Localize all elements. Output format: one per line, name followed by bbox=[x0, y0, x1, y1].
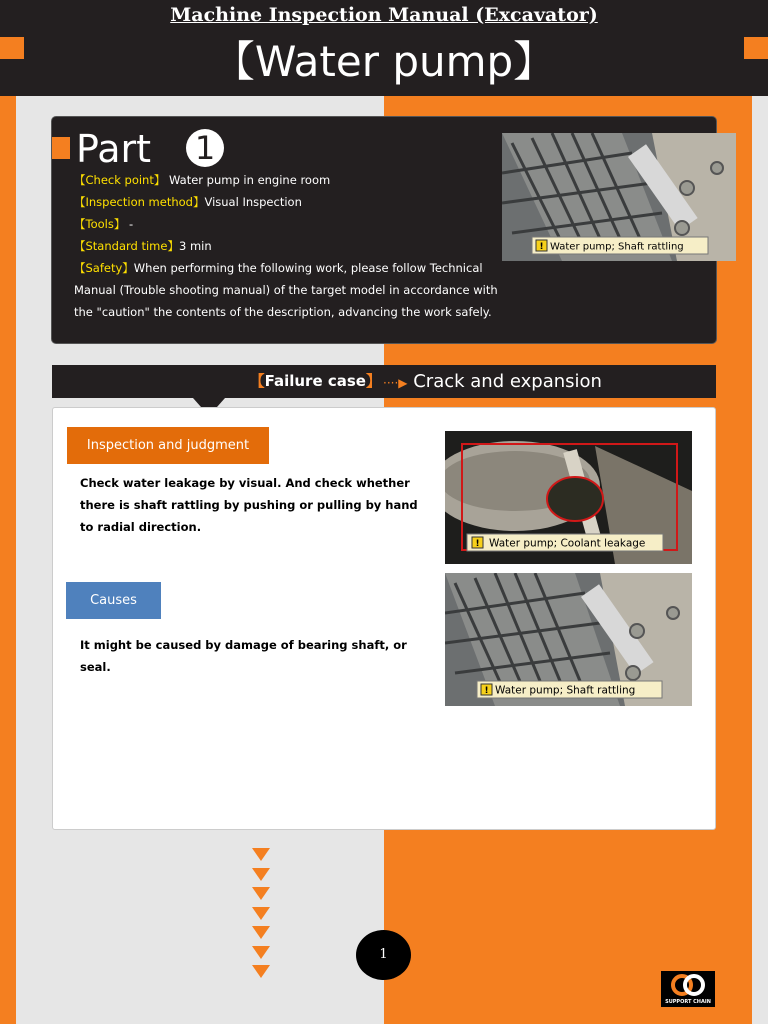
down-arrow-icon bbox=[252, 946, 270, 959]
safety-value: When performing the following work, please follow Technical Manual (Trouble shooting manual) of the target model in accordance with the "caution" the contents of the description, advancing the work safely. bbox=[74, 261, 498, 319]
part-heading: Part bbox=[76, 127, 152, 171]
down-arrow-icon bbox=[252, 965, 270, 978]
failure-case-bar bbox=[52, 365, 716, 398]
time-label: 【Standard time】 bbox=[74, 239, 179, 253]
tools-label: 【Tools】 bbox=[74, 217, 126, 231]
failure-case-title: ····▶ Crack and expansion bbox=[383, 371, 602, 392]
down-arrow-icon bbox=[252, 926, 270, 939]
part-details bbox=[74, 169, 514, 323]
svg-text:!: ! bbox=[484, 686, 489, 696]
failure-case-arrow: ····▶ bbox=[383, 376, 408, 390]
method-line bbox=[74, 191, 514, 213]
part-marker bbox=[52, 137, 70, 159]
part-info-box bbox=[52, 117, 716, 343]
down-arrows bbox=[252, 848, 276, 985]
time-value: 3 min bbox=[178, 239, 212, 253]
failure-case-label: 【Failure case】 bbox=[249, 372, 381, 390]
support-chain-logo bbox=[661, 971, 715, 1007]
down-arrow-icon bbox=[252, 848, 270, 861]
left-edge-stripe bbox=[0, 96, 16, 1024]
manual-title: Machine Inspection Manual (Excavator) bbox=[170, 4, 598, 26]
photo1-caption: Water pump; Coolant leakage bbox=[489, 537, 646, 550]
causes-text: It might be caused by damage of bearing shaft, or seal. bbox=[80, 638, 407, 674]
svg-text:!: ! bbox=[539, 242, 544, 252]
down-arrow-icon bbox=[252, 907, 270, 920]
page-title: 【Water pump】 bbox=[212, 37, 556, 86]
page-header bbox=[0, 0, 768, 96]
chain-logo-icon bbox=[661, 971, 715, 999]
content-box bbox=[52, 407, 716, 830]
coolant-leakage-photo bbox=[445, 431, 692, 564]
causes-tag: Causes bbox=[66, 582, 161, 619]
tools-line bbox=[74, 213, 514, 235]
time-line bbox=[74, 235, 514, 257]
safety-label: 【Safety】 bbox=[74, 261, 134, 275]
page-number: 1 bbox=[356, 930, 411, 980]
shaft-rattling-photo-top bbox=[502, 133, 736, 261]
shaft-rattling-photo bbox=[445, 573, 692, 706]
method-label: 【Inspection method】 bbox=[74, 195, 205, 209]
check-point-value: Water pump in engine room bbox=[165, 173, 331, 187]
svg-text:!: ! bbox=[475, 539, 480, 549]
method-value: Visual Inspection bbox=[204, 195, 302, 209]
logo-text: SUPPORT CHAIN bbox=[665, 999, 711, 1005]
photo2-caption: Water pump; Shaft rattling bbox=[495, 684, 636, 697]
safety-line bbox=[74, 257, 514, 323]
down-arrow-icon bbox=[252, 868, 270, 881]
down-arrow-icon bbox=[252, 887, 270, 900]
right-edge-stripe bbox=[752, 96, 768, 1024]
part-number-badge: 1 bbox=[186, 129, 224, 167]
part-photo-caption: Water pump; Shaft rattling bbox=[550, 241, 684, 253]
inspection-text: Check water leakage by visual. And check whether there is shaft rattling by pushing or pulling by hand to radial direction. bbox=[80, 476, 418, 534]
check-point-line bbox=[74, 169, 514, 191]
inspection-tag: Inspection and judgment bbox=[67, 427, 269, 464]
check-point-label: 【Check point】 bbox=[74, 173, 166, 187]
tools-value: - bbox=[125, 217, 134, 231]
